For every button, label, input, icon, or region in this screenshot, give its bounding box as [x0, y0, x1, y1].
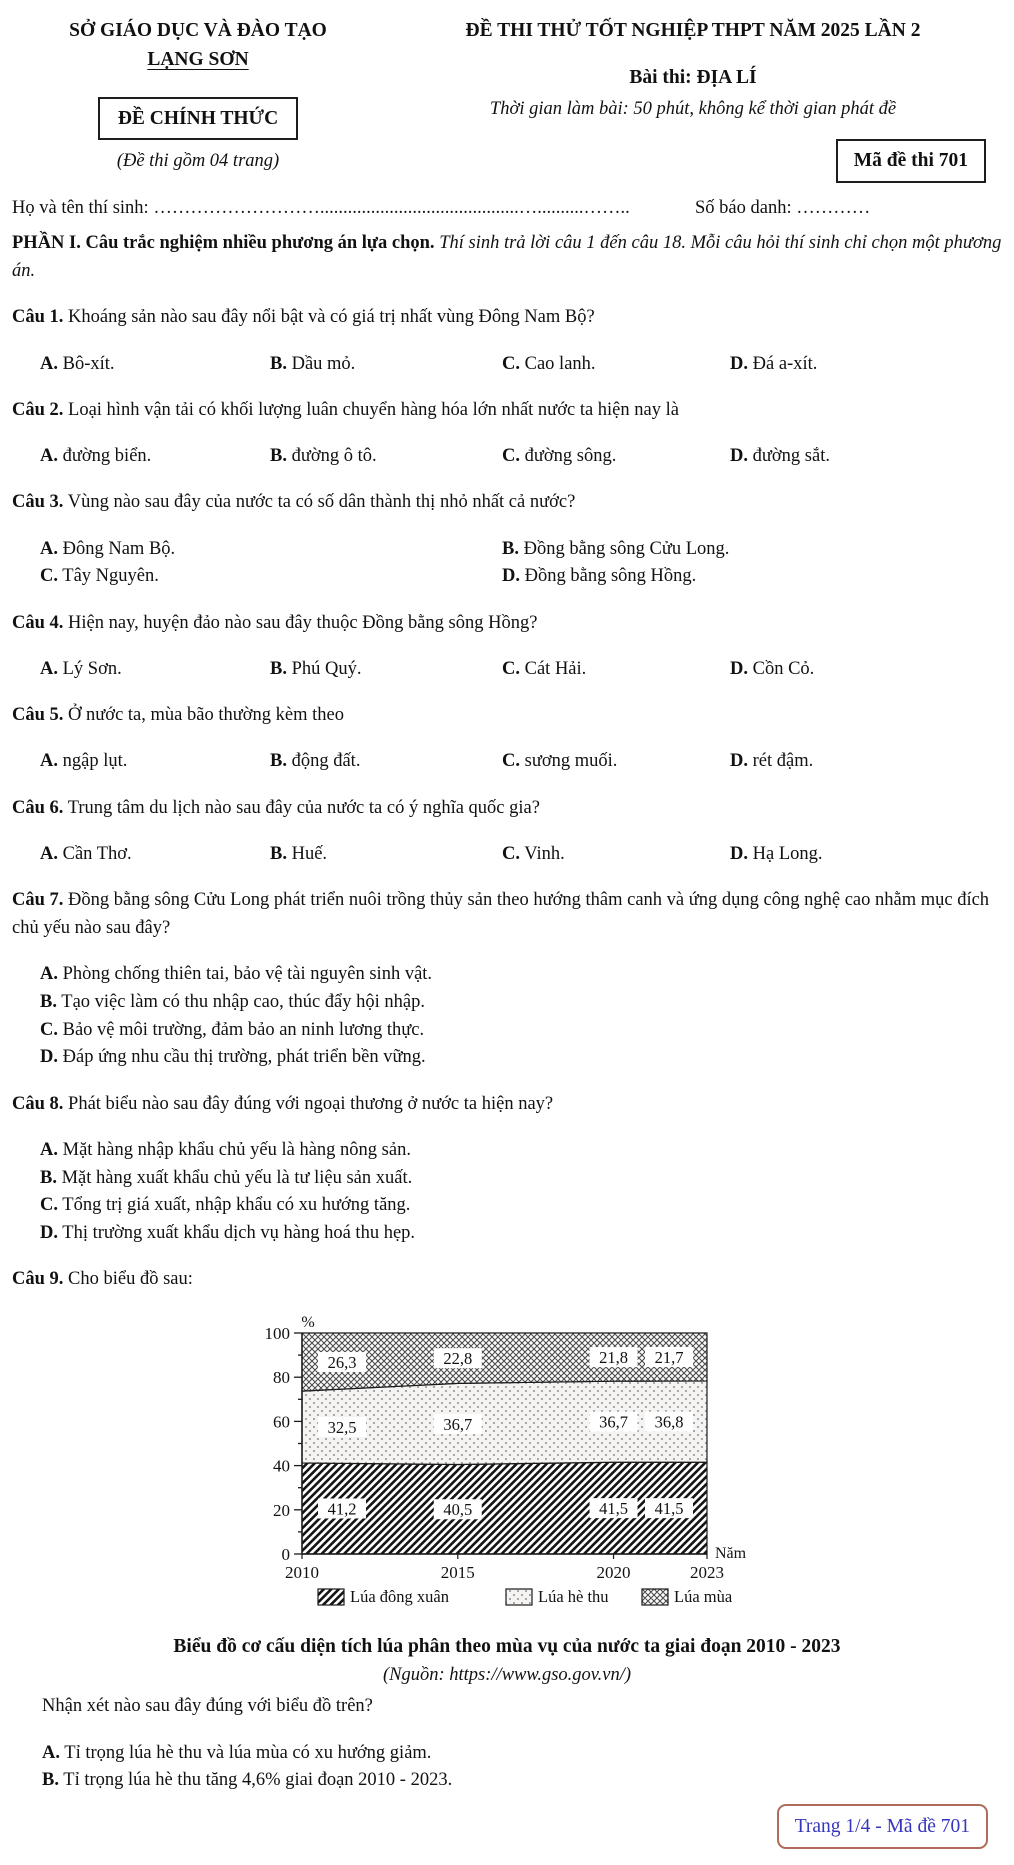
- option-text: đường sông.: [524, 446, 617, 466]
- part1-instructions: Thí sinh trả lời câu 1 đến câu 18. Mỗi câu hỏi thí sinh chỉ chọn một phương án.: [12, 233, 1002, 281]
- candidate-id-line: [667, 195, 1002, 223]
- option-text: Vinh.: [524, 843, 565, 864]
- option-text: Mặt hàng nhập khẩu chủ yếu là hàng nông sản.: [62, 1139, 411, 1160]
- option-letter: D.: [730, 658, 748, 679]
- option-text: Tổng trị giá xuất, nhập khẩu có xu hướng tăng.: [62, 1195, 411, 1216]
- y-tick-label: 80: [273, 1367, 290, 1387]
- option-letter: B.: [40, 991, 57, 1012]
- question-text: Khoáng sản nào sau đây nổi bật và có giá trị nhất vùng Đông Nam Bộ?: [68, 307, 595, 328]
- option-letter: D.: [730, 353, 748, 374]
- option-d: [730, 443, 1002, 471]
- option-text: Tỉ trọng lúa hè thu và lúa mùa có xu hướng giảm.: [64, 1742, 432, 1763]
- question-text: Cho biểu đồ sau:: [68, 1269, 193, 1290]
- option-letter: D.: [730, 446, 748, 466]
- y-axis-label: %: [301, 1313, 315, 1331]
- page-header: [12, 16, 1002, 183]
- option-c: [40, 563, 502, 591]
- option-text: Đồng bằng sông Cửu Long.: [523, 538, 730, 559]
- question-number: Câu 6.: [12, 797, 64, 818]
- option-letter: A.: [40, 843, 58, 864]
- page-footer-badge: Trang 1/4 - Mã đề 701: [777, 1804, 988, 1849]
- candidate-name-line: [12, 195, 667, 223]
- option-b: [270, 656, 502, 684]
- option-letter: D.: [502, 566, 520, 587]
- question-number: Câu 5.: [12, 705, 64, 725]
- option-text: Phú Quý.: [291, 658, 362, 679]
- y-tick-label: 100: [264, 1323, 290, 1343]
- question-number: Câu 7.: [12, 890, 64, 910]
- options-grid: [12, 536, 1002, 592]
- question-text: Loại hình vận tải có khối lượng luân chuyển hàng hóa lớn nhất nước ta hiện nay là: [68, 399, 679, 420]
- question-text: Vùng nào sau đây của nước ta có số dân thành thị nhỏ nhất cả nước?: [67, 492, 576, 513]
- option-letter: A.: [40, 353, 58, 374]
- x-axis-label: Năm: [715, 1544, 747, 1562]
- option-d: [730, 351, 1002, 379]
- question-text: Hiện nay, huyện đảo nào sau đây thuộc Đồng bằng sông Hồng?: [68, 612, 538, 633]
- options-list: [12, 1740, 1002, 1796]
- option-text: Tỉ trọng lúa hè thu tăng 4,6% giai đoạn 2010 - 2023.: [63, 1770, 453, 1791]
- x-tick-label: 2015: [440, 1562, 475, 1582]
- question-text: Nhận xét nào sau đây đúng với biểu đồ trên?: [42, 1696, 373, 1717]
- option-b: [270, 841, 502, 869]
- data-label: 26,3: [327, 1352, 357, 1372]
- header-right-block: [384, 16, 1002, 183]
- option-a: [40, 536, 502, 564]
- option-text: Cao lanh.: [524, 353, 596, 374]
- option-c: [502, 656, 730, 684]
- option-text: Mặt hàng xuất khẩu chủ yếu là tư liệu sản xuất.: [61, 1167, 413, 1188]
- options-row: [12, 656, 1002, 684]
- province-name: LẠNG SƠN: [147, 49, 249, 71]
- option-d: [730, 656, 1002, 684]
- header-left-block: [12, 16, 384, 183]
- question-stem: [12, 887, 1002, 943]
- option-letter: A.: [40, 1139, 58, 1160]
- options-list: [12, 1137, 1002, 1248]
- question-number: Câu 3.: [12, 492, 64, 513]
- option-d: [730, 748, 1002, 776]
- question-text: Ở nước ta, mùa bão thường kèm theo: [68, 705, 344, 725]
- option-text: Lý Sơn.: [62, 658, 122, 679]
- option-text: Tạo việc làm có thu nhập cao, thúc đẩy hội nhập.: [61, 991, 425, 1012]
- option-a: [40, 656, 270, 684]
- option-text: Đáp ứng nhu cầu thị trường, phát triển bền vững.: [62, 1047, 426, 1068]
- option-text: Đông Nam Bộ.: [62, 538, 176, 559]
- option-a: [40, 748, 270, 776]
- data-label: 36,7: [599, 1412, 628, 1432]
- option-text: Dầu mỏ.: [291, 353, 356, 374]
- option-b: [270, 443, 502, 471]
- legend-swatch-0: [318, 1589, 344, 1605]
- y-tick-label: 40: [273, 1456, 290, 1476]
- candidate-id-label: Số báo danh:: [695, 197, 792, 218]
- data-label: 22,8: [443, 1348, 473, 1368]
- option-letter: B.: [40, 1167, 57, 1188]
- option-letter: D.: [40, 1047, 58, 1068]
- option-text: Cần Thơ.: [62, 843, 132, 864]
- option-c: [502, 748, 730, 776]
- option-text: Đá a-xít.: [752, 353, 818, 374]
- options-row: [12, 443, 1002, 471]
- option-text: Tây Nguyên.: [62, 566, 159, 587]
- option-letter: A.: [40, 751, 58, 772]
- time-line: Thời gian làm bài: 50 phút, không kể thời gian phát đề: [489, 98, 897, 119]
- option-d: [40, 1220, 1002, 1248]
- exam-code-box: Mã đề thi 701: [836, 139, 986, 182]
- option-text: đường ô tô.: [291, 446, 377, 466]
- option-letter: C.: [502, 751, 520, 772]
- candidate-id-dots: …………: [796, 197, 871, 218]
- data-label: 21,8: [599, 1347, 628, 1367]
- part1-intro: [12, 230, 1002, 286]
- question-6: [12, 795, 1002, 869]
- question-3: [12, 489, 1002, 591]
- question-stem: [12, 1091, 1002, 1119]
- option-text: Đồng bằng sông Hồng.: [524, 566, 697, 587]
- option-c: [40, 1017, 1002, 1045]
- option-letter: B.: [42, 1770, 59, 1791]
- option-text: Cát Hải.: [524, 658, 587, 679]
- options-row: [12, 351, 1002, 379]
- option-text: đường sắt.: [752, 446, 830, 466]
- options-row: [12, 841, 1002, 869]
- option-letter: A.: [40, 538, 58, 559]
- question-text: Phát biểu nào sau đây đúng với ngoại thương ở nước ta hiện nay?: [68, 1093, 554, 1114]
- question-text: Đồng bằng sông Cửu Long phát triển nuôi trồng thủy sản theo hướng thâm canh và ứng dụng công nghệ cao nhằm mục đích chủ yếu nào sau đây?: [12, 890, 990, 938]
- question-8: [12, 1091, 1002, 1248]
- question-stem: [12, 1266, 1002, 1294]
- question-number: Câu 8.: [12, 1093, 64, 1114]
- option-text: sương muối.: [524, 751, 618, 772]
- question-stem: [12, 489, 1002, 517]
- stacked-area-chart: [240, 1313, 800, 1615]
- option-b: [502, 536, 1002, 564]
- options-row: [12, 748, 1002, 776]
- data-label: 41,5: [654, 1498, 684, 1518]
- option-text: Huế.: [291, 843, 328, 864]
- option-letter: D.: [730, 843, 748, 864]
- option-text: rét đậm.: [752, 751, 814, 772]
- question-number: Câu 2.: [12, 399, 64, 420]
- question-7: [12, 887, 1002, 1072]
- option-letter: D.: [40, 1223, 58, 1243]
- option-b: [270, 748, 502, 776]
- option-b: [40, 989, 1002, 1017]
- data-label: 36,8: [654, 1412, 684, 1432]
- chart-title: Biểu đồ cơ cấu diện tích lúa phân theo mùa vụ của nước ta giai đoạn 2010 - 2023: [173, 1636, 841, 1658]
- option-a: [40, 1137, 1002, 1165]
- option-text: Phòng chống thiên tai, bảo vệ tài nguyên sinh vật.: [62, 964, 433, 984]
- question-stem: [12, 795, 1002, 823]
- y-tick-label: 60: [273, 1411, 290, 1431]
- question-number: Câu 9.: [12, 1269, 64, 1290]
- question-2: [12, 397, 1002, 471]
- legend-swatch-2: [642, 1589, 668, 1605]
- data-label: 21,7: [654, 1347, 684, 1367]
- option-text: đường biển.: [62, 446, 152, 466]
- question-4: [12, 610, 1002, 684]
- option-b: [42, 1767, 1002, 1795]
- option-letter: A.: [40, 446, 58, 466]
- y-tick-label: 20: [273, 1500, 290, 1520]
- option-c: [502, 841, 730, 869]
- option-c: [502, 351, 730, 379]
- question-9: [12, 1266, 1002, 1795]
- option-a: [40, 351, 270, 379]
- question-number: Câu 4.: [12, 612, 64, 633]
- option-letter: B.: [270, 658, 287, 679]
- option-letter: C.: [502, 843, 520, 864]
- question-text: Trung tâm du lịch nào sau đây của nước ta có ý nghĩa quốc gia?: [67, 797, 540, 818]
- option-letter: A.: [40, 658, 58, 679]
- data-label: 41,2: [327, 1498, 357, 1518]
- data-label: 40,5: [443, 1499, 473, 1519]
- option-d: [730, 841, 1002, 869]
- option-letter: C.: [40, 1195, 58, 1216]
- option-letter: D.: [730, 751, 748, 772]
- option-text: Cồn Cỏ.: [752, 658, 815, 679]
- x-tick-label: 2020: [596, 1562, 631, 1582]
- subject-line: Bài thi: ĐỊA LÍ: [629, 67, 757, 89]
- candidate-name-dots: ………………………...........................................…..........……..: [153, 197, 630, 218]
- option-letter: C.: [502, 658, 520, 679]
- question-stem: [12, 304, 1002, 332]
- pages-note: (Đề thi gồm 04 trang): [116, 150, 280, 171]
- option-b: [270, 351, 502, 379]
- option-text: Bô-xít.: [62, 353, 115, 374]
- candidate-row: [12, 195, 1002, 223]
- x-tick-label: 2023: [690, 1562, 724, 1582]
- option-letter: B.: [502, 538, 519, 559]
- candidate-name-label: Họ và tên thí sinh:: [12, 197, 149, 218]
- x-tick-label: 2010: [285, 1562, 319, 1582]
- option-letter: B.: [270, 843, 287, 864]
- option-a: [40, 443, 270, 471]
- option-text: động đất.: [291, 751, 361, 772]
- question-number: Câu 1.: [12, 307, 64, 328]
- option-a: [40, 841, 270, 869]
- option-c: [40, 1192, 1002, 1220]
- question-5: [12, 702, 1002, 776]
- option-letter: A.: [40, 964, 58, 984]
- options-list: [12, 961, 1002, 1072]
- part1-heading: PHẦN I. Câu trắc nghiệm nhiều phương án lựa chọn.: [12, 233, 435, 254]
- data-label: 41,5: [599, 1498, 628, 1518]
- department-name: SỞ GIÁO DỤC VÀ ĐÀO TẠO: [69, 20, 327, 41]
- question-stem: [12, 702, 1002, 730]
- legend-label-0: Lúa đông xuân: [350, 1586, 449, 1606]
- option-letter: C.: [40, 566, 58, 587]
- option-text: Thị trường xuất khẩu dịch vụ hàng hoá thu hẹp.: [62, 1223, 416, 1243]
- option-letter: B.: [270, 446, 287, 466]
- exam-title: ĐỀ THI THỬ TỐT NGHIỆP THPT NĂM 2025 LẦN 2: [465, 20, 921, 41]
- chart: [240, 1313, 800, 1625]
- option-letter: B.: [270, 751, 287, 772]
- option-a: [40, 961, 1002, 989]
- option-letter: C.: [502, 446, 520, 466]
- option-text: Bảo vệ môi trường, đảm bảo an ninh lương thực.: [62, 1019, 425, 1040]
- legend-label-2: Lúa mùa: [674, 1586, 733, 1606]
- question-stem: [12, 610, 1002, 638]
- question-stem: [12, 397, 1002, 425]
- option-d: [502, 563, 1002, 591]
- legend-label-1: Lúa hè thu: [538, 1586, 609, 1606]
- question-1: [12, 304, 1002, 378]
- option-letter: C.: [502, 353, 520, 374]
- option-letter: C.: [40, 1019, 58, 1040]
- option-text: Hạ Long.: [752, 843, 823, 864]
- data-label: 32,5: [327, 1417, 357, 1437]
- option-letter: B.: [270, 353, 287, 374]
- y-tick-label: 0: [281, 1544, 290, 1564]
- official-exam-box: ĐỀ CHÍNH THỨC: [98, 97, 298, 140]
- option-c: [502, 443, 730, 471]
- option-letter: A.: [42, 1742, 60, 1763]
- option-d: [40, 1044, 1002, 1072]
- option-b: [40, 1165, 1002, 1193]
- chart-source: (Nguồn: https://www.gso.gov.vn/): [382, 1664, 632, 1685]
- option-text: ngập lụt.: [62, 751, 128, 772]
- legend-swatch-1: [506, 1589, 532, 1605]
- option-a: [42, 1740, 1002, 1768]
- data-label: 36,7: [443, 1414, 473, 1434]
